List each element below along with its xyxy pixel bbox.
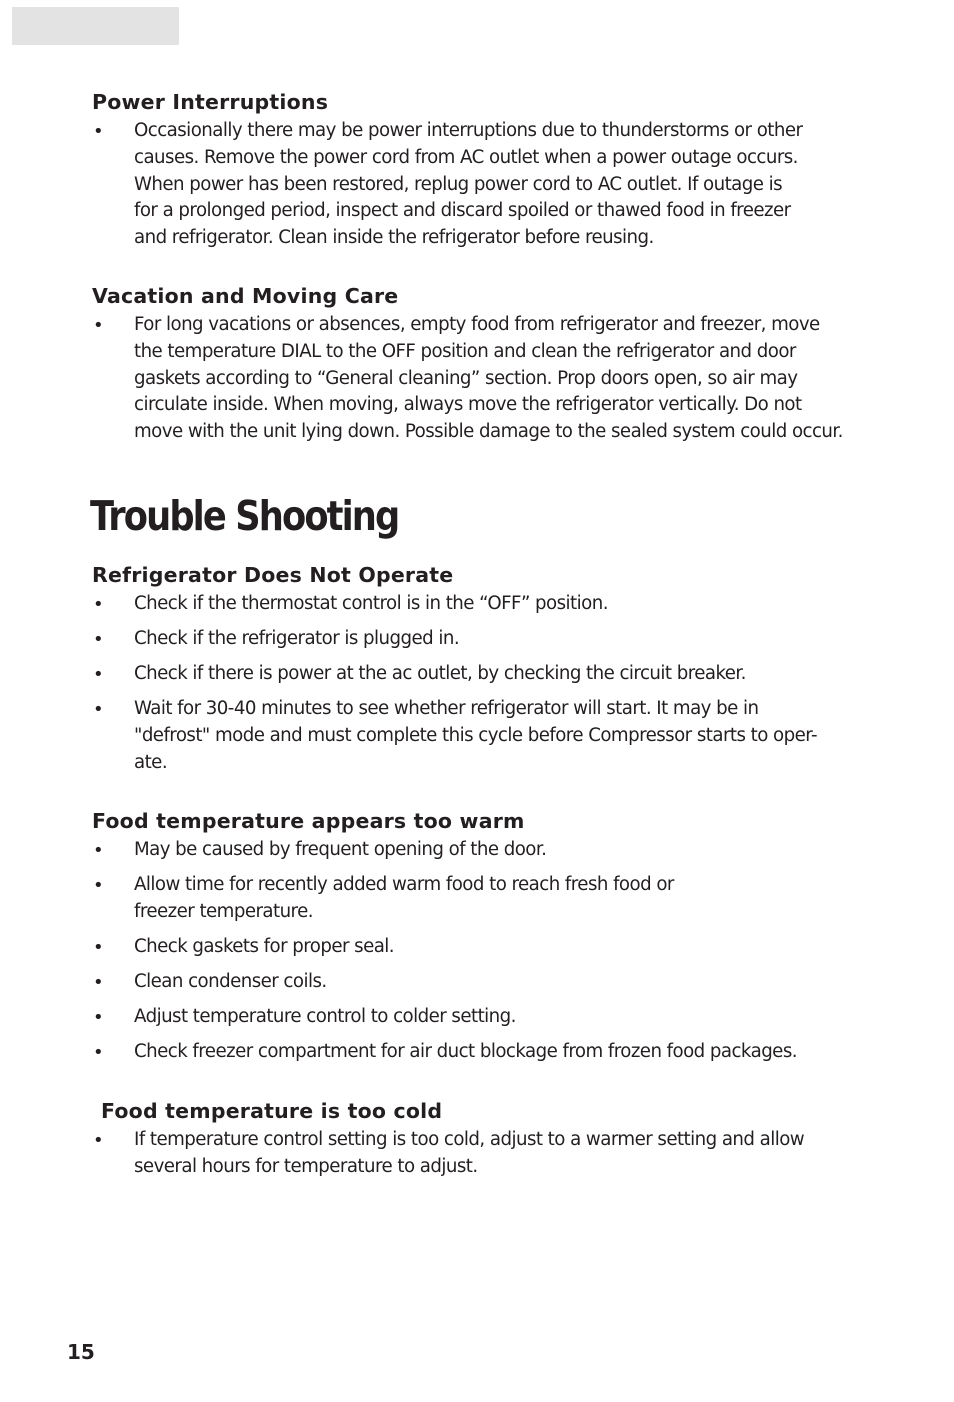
bullet-icon: • — [93, 972, 104, 993]
list-item-text: Occasionally there may be power interruptions due to thunderstorms or other causes. Remove the power cord from AC outlet when a power outage occurs. When power has been restored, replug power cord to AC outlet. If outage is for a prolonged period, inspect and discard spoiled or thawed food in freezer and refrigerator. Clean inside the refrigerator before reusing. — [134, 120, 803, 249]
page-title: Trouble Shooting — [90, 492, 399, 540]
list-item-text: Check gaskets for proper seal. — [134, 936, 395, 957]
bullet-icon: • — [93, 1042, 104, 1063]
header-tab-block — [12, 7, 179, 45]
bullet-icon: • — [93, 840, 104, 861]
list-item-text: If temperature control setting is too cold, adjust to a warmer setting and allow several hours for temperature to adjust. — [134, 1129, 805, 1177]
bullet-icon: • — [93, 121, 104, 142]
section-heading-too-cold: Food temperature is too cold — [101, 1099, 443, 1123]
bullet-icon: • — [93, 664, 104, 685]
section-heading-power-interruptions: Power Interruptions — [92, 90, 329, 114]
page-number: 15 — [67, 1340, 95, 1364]
section-heading-does-not-operate: Refrigerator Does Not Operate — [92, 563, 454, 587]
list-item-text: Check freezer compartment for air duct blockage from frozen food packages. — [134, 1041, 797, 1062]
list-item-text: Check if the refrigerator is plugged in. — [134, 628, 460, 649]
bullet-icon: • — [93, 315, 104, 336]
bullet-icon: • — [93, 1130, 104, 1151]
section-heading-vacation-moving: Vacation and Moving Care — [92, 284, 399, 308]
bullet-icon: • — [93, 937, 104, 958]
list-item-text: Check if there is power at the ac outlet, by checking the circuit breaker. — [134, 663, 746, 684]
bullet-icon: • — [93, 875, 104, 896]
list-item-text: For long vacations or absences, empty food from refrigerator and freezer, move the temperature DIAL to the OFF position and clean the refrigerator and door gaskets according to “General cleaning” section. Prop doors open, so air may circulate inside. When moving, always move the refrigerator vertically. Do not move with the unit lying down. Possible damage to the sealed system could occur. — [134, 314, 843, 443]
bullet-icon: • — [93, 594, 104, 615]
list-item-text: Allow time for recently added warm food to reach fresh food or freezer temperature. — [134, 874, 674, 922]
bullet-icon: • — [93, 1007, 104, 1028]
bullet-icon: • — [93, 629, 104, 650]
list-item-text: Adjust temperature control to colder setting. — [134, 1006, 516, 1027]
list-item-text: Clean condenser coils. — [134, 971, 327, 992]
section-heading-too-warm: Food temperature appears too warm — [92, 809, 525, 833]
list-item-text: Check if the thermostat control is in the “OFF” position. — [134, 593, 608, 614]
list-item-text: Wait for 30-40 minutes to see whether refrigerator will start. It may be in "defrost" mode and must complete this cycle before Compressor starts to oper- ate. — [134, 698, 817, 773]
bullet-icon: • — [93, 699, 104, 720]
list-item-text: May be caused by frequent opening of the door. — [134, 839, 547, 860]
